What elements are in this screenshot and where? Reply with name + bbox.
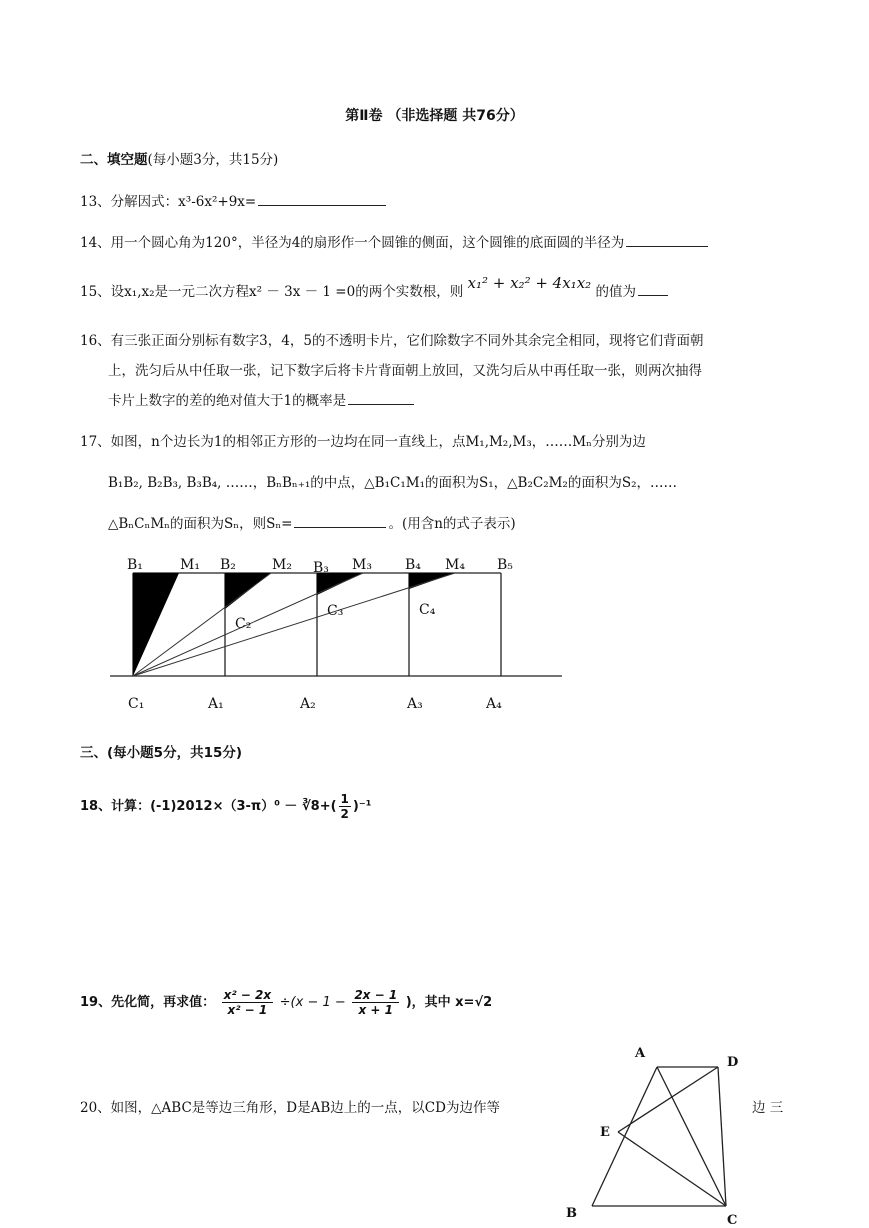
fraction-denominator: 2: [340, 807, 349, 821]
answer-blank-15[interactable]: [638, 283, 668, 296]
figure-17-squares: [100, 550, 580, 725]
label-c: C: [727, 1213, 738, 1228]
question-15-suffix: 的值为: [595, 284, 636, 300]
question-18-root: ∛8: [301, 799, 320, 814]
label-a3: A₃: [407, 696, 423, 712]
question-17-line-2: B₁B₂, B₂B₃, B₃B₄, ……，BₙBₙ₊₁的中点，△B₁C₁M₁的面积为S₁，△B₂C₂M₂的面积为S₂，……: [108, 475, 678, 491]
label-a2: A₂: [300, 696, 316, 712]
section-3-heading: 三、(每小题5分，共15分): [80, 745, 243, 761]
question-16-text: 卡片上数字的差的绝对值大于1的概率是: [108, 393, 347, 409]
fraction-1-numerator: x² − 2x: [223, 988, 272, 1002]
fraction-2-denominator: x + 1: [358, 1003, 393, 1017]
question-17-line-3: [108, 512, 516, 532]
label-e: E: [600, 1125, 610, 1140]
answer-blank-17[interactable]: [294, 515, 386, 528]
question-16-line-3: [108, 389, 416, 409]
question-18-plus: +(: [319, 799, 337, 814]
page-title: 第Ⅱ卷 （非选择题 共76分）: [345, 108, 524, 124]
fraction-numerator: 1: [340, 792, 349, 806]
question-20: 20、如图，△ABC是等边三角形，D是AB边上的一点，以CD为边作等: [80, 1100, 500, 1116]
label-d: D: [727, 1055, 739, 1070]
question-18-label: 18、计算：: [80, 799, 151, 814]
question-18-fraction: [339, 792, 351, 821]
label-b4: B₄: [405, 557, 421, 573]
question-19-label: 19、先化简，再求值：: [80, 995, 216, 1010]
label-c3: C₃: [327, 603, 344, 619]
section-2-title: 二、填空题: [80, 152, 148, 168]
section-2-note: (每小题3分，共15分): [147, 152, 279, 168]
answer-blank-14[interactable]: [626, 234, 708, 247]
question-15-text: 15、设x₁,x₂是一元二次方程x² － 3x － 1 =0的两个实数根，则: [80, 284, 464, 300]
question-19-end: )，其中 x=√2: [405, 995, 493, 1010]
question-19-fraction-1: [222, 988, 274, 1017]
label-m4: M₄: [445, 557, 465, 573]
question-18-expression: (-1)2012×（3-π）⁰ －: [150, 799, 298, 814]
answer-blank-13[interactable]: [258, 193, 386, 206]
label-a4: A₄: [486, 696, 502, 712]
question-16-line-2: 上，洗匀后从中任取一张，记下数字后将卡片背面朝上放回，又洗匀后从中再任取一张，则两次抽得: [108, 363, 702, 379]
label-m3: M₃: [352, 557, 372, 573]
label-m2: M₂: [272, 557, 292, 573]
question-15-expression: x₁² + x₂² + 4x₁x₂: [467, 274, 592, 292]
question-19-fraction-2: [352, 988, 399, 1017]
question-18-power: )⁻¹: [352, 799, 372, 814]
label-a1: A₁: [208, 696, 224, 712]
section-2-heading: [80, 148, 278, 168]
shaded-triangle-1: [133, 573, 179, 676]
fraction-2-numerator: 2x − 1: [354, 988, 398, 1002]
label-c4: C₄: [419, 602, 436, 618]
question-18: [80, 792, 371, 821]
label-b: B: [566, 1206, 577, 1221]
question-20-tail: 边 三: [752, 1100, 784, 1116]
label-m1: M₁: [180, 557, 200, 573]
fraction-1-denominator: x² − 1: [227, 1003, 268, 1017]
label-b1: B₁: [127, 557, 143, 573]
label-c2: C₂: [235, 616, 252, 632]
question-19-middle: ÷(x − 1 −: [279, 995, 346, 1010]
question-17-text: △BₙCₙMₙ的面积为Sₙ，则Sₙ=: [108, 516, 293, 532]
figure-20-triangle: [560, 1040, 760, 1228]
label-b5: B₅: [497, 557, 513, 573]
question-17-suffix: 。(用含n的式子表示): [388, 516, 516, 532]
question-13-text: 13、分解因式：x³-6x²+9x=: [80, 194, 257, 210]
label-b3: B₃: [313, 560, 329, 576]
question-13: [80, 190, 388, 210]
label-b2: B₂: [220, 557, 236, 573]
label-c1: C₁: [128, 696, 145, 712]
question-16-line-1: 16、有三张正面分别标有数字3，4，5的不透明卡片，它们除数字不同外其余完全相同，现将它们背面朝: [80, 333, 704, 349]
answer-blank-16[interactable]: [348, 392, 414, 405]
question-14-text: 14、用一个圆心角为120°，半径为4的扇形作一个圆锥的侧面，这个圆锥的底面圆的半径为: [80, 235, 625, 251]
question-14: [80, 231, 710, 251]
question-15: [80, 274, 670, 300]
question-17-line-1: 17、如图，n个边长为1的相邻正方形的一边均在同一直线上，点M₁,M₂,M₃，……Mₙ分别为边: [80, 434, 646, 450]
label-a: A: [635, 1046, 646, 1061]
question-19: [80, 988, 492, 1017]
